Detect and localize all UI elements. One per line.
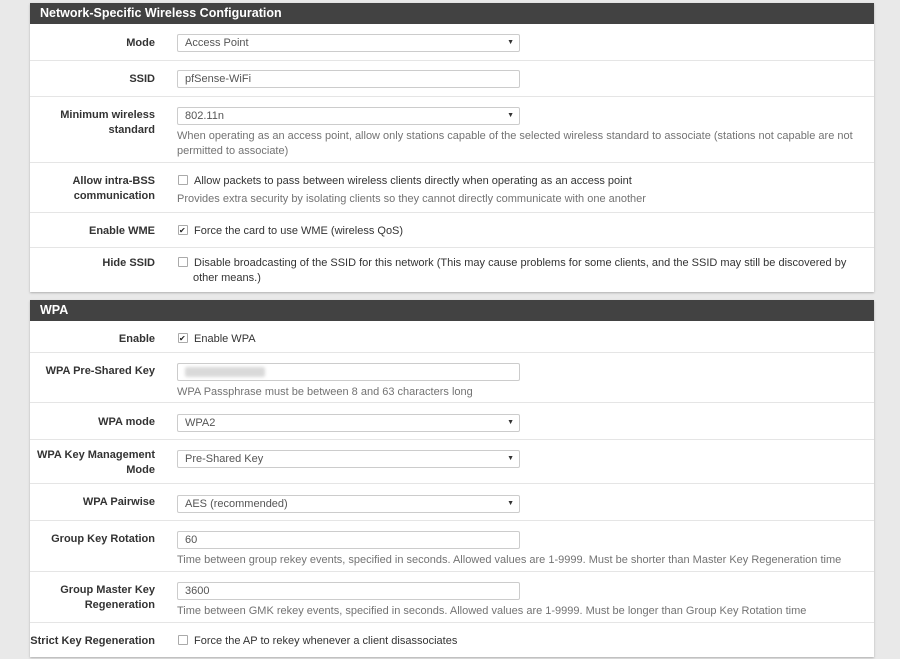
psk-input[interactable] <box>177 363 520 381</box>
ssid-row <box>30 61 874 97</box>
mode-label: Mode <box>126 37 155 49</box>
group-rotation-help: Time between group rekey events, specified in seconds. Allowed values are 1-9999. Must be shorter than Master Key Regeneration time <box>177 554 842 566</box>
wpa-enable-text: Enable WPA <box>194 333 256 345</box>
wpa-enable-label: Enable <box>118 333 155 345</box>
wpa-enable-row <box>30 321 874 353</box>
gmk-regen-label: Group Master Key Regeneration <box>60 584 155 611</box>
wme-row <box>30 213 874 248</box>
hide-ssid-checkbox[interactable] <box>178 257 188 267</box>
key-mgmt-row <box>30 440 874 484</box>
ssid-label: SSID <box>129 73 155 85</box>
pairwise-row <box>30 484 874 521</box>
strict-regen-checkbox[interactable] <box>178 635 188 645</box>
key-mgmt-label: WPA Key Management Mode <box>37 449 155 476</box>
strict-regen-row <box>30 623 874 657</box>
group-rotation-input[interactable] <box>177 531 520 549</box>
panel-title: WPA <box>30 300 874 321</box>
wpa-panel <box>30 300 874 657</box>
psk-help: WPA Passphrase must be between 8 and 63 characters long <box>177 386 473 398</box>
network-config-panel <box>30 3 874 292</box>
caret-down-icon: ▼ <box>507 39 514 46</box>
intra-bss-help: Provides extra security by isolating clients so they cannot directly communicate with one another <box>177 193 646 205</box>
min-standard-label: Minimum wireless standard <box>60 109 155 136</box>
psk-obscured-value <box>185 367 265 377</box>
pairwise-label: WPA Pairwise <box>82 496 155 508</box>
mode-select[interactable] <box>177 34 520 52</box>
psk-row <box>30 353 874 403</box>
wpa-mode-value: WPA2 <box>185 417 216 429</box>
caret-down-icon: ▼ <box>507 455 514 462</box>
min-standard-help: When operating as an access point, allow only stations capable of the selected wireless standard to associate (stations not capable are not permitted to associate) <box>177 130 853 157</box>
min-standard-value: 802.11n <box>185 110 224 122</box>
intra-bss-row <box>30 163 874 213</box>
wme-checkbox[interactable] <box>178 225 188 235</box>
mode-row <box>30 24 874 61</box>
pairwise-select[interactable] <box>177 495 520 513</box>
key-mgmt-value: Pre-Shared Key <box>185 453 264 465</box>
wpa-enable-checkbox[interactable] <box>178 333 188 343</box>
pairwise-value: AES (recommended) <box>185 498 288 510</box>
gmk-regen-help: Time between GMK rekey events, specified in seconds. Allowed values are 1-9999. Must be longer than Group Key Rotation time <box>177 605 807 617</box>
mode-value: Access Point <box>185 37 249 49</box>
ssid-input[interactable] <box>177 70 520 88</box>
wpa-mode-select[interactable] <box>177 414 520 432</box>
gmk-regen-row <box>30 572 874 623</box>
gmk-regen-input[interactable] <box>177 582 520 600</box>
wpa-mode-row <box>30 403 874 440</box>
panel-title: Network-Specific Wireless Configuration <box>30 3 874 24</box>
hide-ssid-row <box>30 248 874 292</box>
wme-text: Force the card to use WME (wireless QoS) <box>194 225 404 237</box>
strict-regen-label: Strict Key Regeneration <box>30 635 155 647</box>
group-rotation-row <box>30 521 874 572</box>
intra-bss-label: Allow intra-BSS communication <box>72 175 155 202</box>
gmk-regen-value: 3600 <box>185 585 210 597</box>
intra-bss-checkbox[interactable] <box>178 175 188 185</box>
wme-label: Enable WME <box>88 225 155 237</box>
caret-down-icon: ▼ <box>507 500 514 507</box>
hide-ssid-text: Disable broadcasting of the SSID for this network (This may cause problems for some clients, and the SSID may still be discovered by other means.) <box>193 257 847 284</box>
strict-regen-text: Force the AP to rekey whenever a client disassociates <box>194 635 458 647</box>
ssid-value: pfSense-WiFi <box>185 73 252 85</box>
key-mgmt-select[interactable] <box>177 450 520 468</box>
group-rotation-value: 60 <box>185 534 198 546</box>
hide-ssid-label: Hide SSID <box>102 257 155 269</box>
psk-label: WPA Pre-Shared Key <box>45 365 155 377</box>
caret-down-icon: ▼ <box>507 112 514 119</box>
group-rotation-label: Group Key Rotation <box>51 533 155 545</box>
caret-down-icon: ▼ <box>507 419 514 426</box>
min-standard-row <box>30 97 874 163</box>
min-standard-select[interactable] <box>177 107 520 125</box>
intra-bss-text: Allow packets to pass between wireless clients directly when operating as an access point <box>194 175 632 187</box>
wpa-mode-label: WPA mode <box>98 416 155 428</box>
